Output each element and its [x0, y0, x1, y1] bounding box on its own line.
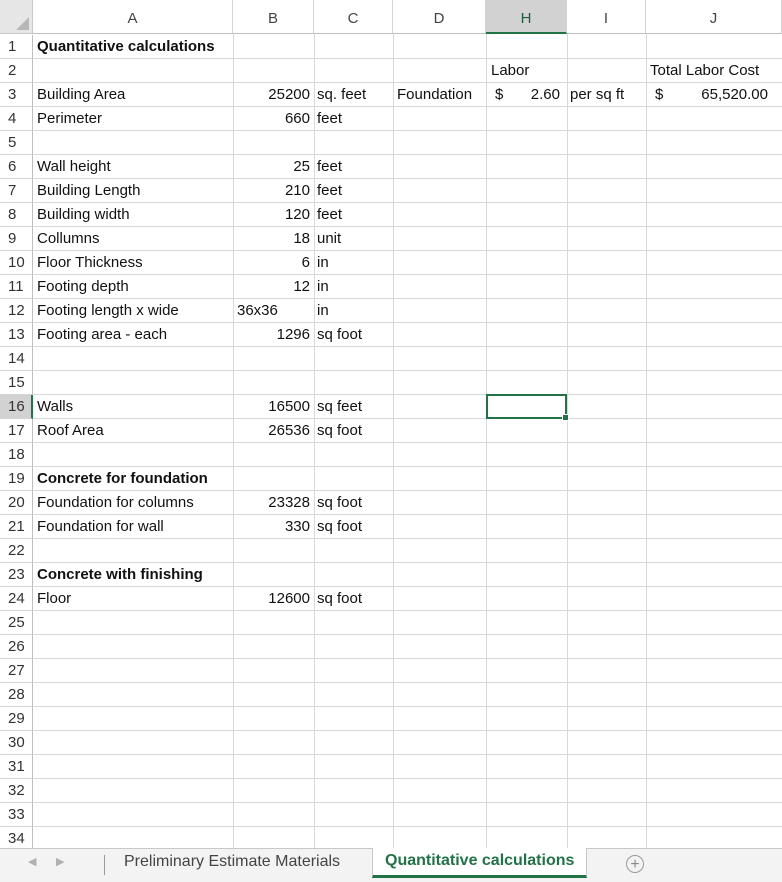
cell-j2[interactable]: Total Labor Cost [650, 62, 760, 79]
column-header-a[interactable]: A [33, 0, 233, 34]
select-all-triangle-icon [16, 17, 29, 30]
row-header-20[interactable]: 20 [0, 491, 33, 515]
column-header-d[interactable]: D [393, 0, 486, 34]
cell-b4[interactable]: 660 [284, 110, 310, 127]
cell-a6[interactable]: Wall height [37, 158, 111, 175]
row-header-6[interactable]: 6 [0, 155, 33, 179]
gridline [33, 802, 782, 803]
cell-a12[interactable]: Footing length x wide [37, 302, 179, 319]
column-header-c[interactable]: C [314, 0, 393, 34]
cell-c3[interactable]: sq. feet [317, 86, 367, 103]
gridline [33, 394, 782, 395]
gridline [33, 418, 782, 419]
gridline [33, 370, 782, 371]
gridline [33, 202, 782, 203]
cell-b7[interactable]: 210 [284, 182, 310, 199]
row-header-1[interactable]: 1 [0, 35, 33, 59]
cell-j3-value[interactable]: 65,520.00 [701, 86, 768, 103]
cell-c10[interactable]: in [317, 254, 329, 271]
row-header-26[interactable]: 26 [0, 635, 33, 659]
cell-a11[interactable]: Footing depth [37, 278, 129, 295]
row-header-25[interactable]: 25 [0, 611, 33, 635]
row-header-15[interactable]: 15 [0, 371, 33, 395]
cell-b10[interactable]: 6 [301, 254, 310, 271]
gridline [33, 154, 782, 155]
cell-b24[interactable]: 12600 [268, 590, 310, 607]
cell-a4[interactable]: Perimeter [37, 110, 103, 127]
sheet-tab-bar [0, 848, 782, 882]
row-header-22[interactable]: 22 [0, 539, 33, 563]
cell-i3[interactable]: per sq ft [570, 86, 625, 103]
row-header-10[interactable]: 10 [0, 251, 33, 275]
gridline [33, 610, 782, 611]
gridline [33, 442, 782, 443]
gridline [33, 178, 782, 179]
cell-b3[interactable]: 25200 [268, 86, 310, 103]
cell-c4[interactable]: feet [317, 110, 343, 127]
cell-b12[interactable]: 36x36 [237, 302, 278, 319]
cell-a23[interactable]: Concrete with finishing [37, 566, 203, 583]
column-header-b[interactable]: B [233, 0, 314, 34]
add-sheet-icon[interactable]: + [626, 855, 644, 873]
cell-c6[interactable]: feet [317, 158, 343, 175]
cell-b21[interactable]: 330 [284, 518, 310, 535]
column-header-j[interactable]: J [646, 0, 782, 34]
row-header-14[interactable]: 14 [0, 347, 33, 371]
gridline [33, 658, 782, 659]
gridline [33, 130, 782, 131]
tab-separator [104, 855, 105, 875]
cell-c20[interactable]: sq foot [317, 494, 363, 511]
row-header-29[interactable]: 29 [0, 707, 33, 731]
cell-d3[interactable]: Foundation [397, 86, 473, 103]
cell-h3-currency[interactable]: $ [495, 86, 504, 103]
gridline [314, 34, 315, 848]
select-all-corner[interactable] [0, 0, 33, 34]
cell-c24[interactable]: sq foot [317, 590, 363, 607]
gridline [646, 34, 647, 848]
cell-a8[interactable]: Building width [37, 206, 130, 223]
gridline [33, 682, 782, 683]
gridline [33, 754, 782, 755]
gridline [33, 778, 782, 779]
cell-a21[interactable]: Foundation for wall [37, 518, 164, 535]
row-header-23[interactable]: 23 [0, 563, 33, 587]
cell-c11[interactable]: in [317, 278, 329, 295]
row-header-5[interactable]: 5 [0, 131, 33, 155]
tab-preliminary-estimate-materials[interactable]: Preliminary Estimate Materials [124, 853, 341, 870]
cell-a3[interactable]: Building Area [37, 86, 126, 103]
scroll-left-icon[interactable]: ◀ [28, 856, 37, 868]
cell-c16[interactable]: sq feet [317, 398, 363, 415]
cell-c21[interactable]: sq foot [317, 518, 363, 535]
cell-b20[interactable]: 23328 [268, 494, 310, 511]
cell-c12[interactable]: in [317, 302, 329, 319]
cell-b17[interactable]: 26536 [268, 422, 310, 439]
row-header-19[interactable]: 19 [0, 467, 33, 491]
row-header-7[interactable]: 7 [0, 179, 33, 203]
gridline [33, 706, 782, 707]
row-header-21[interactable]: 21 [0, 515, 33, 539]
row-header-8[interactable]: 8 [0, 203, 33, 227]
cell-c17[interactable]: sq foot [317, 422, 363, 439]
column-header-h[interactable]: H [486, 0, 567, 34]
scroll-right-icon[interactable]: ▶ [56, 856, 65, 868]
column-header-i[interactable]: I [567, 0, 646, 34]
cell-a13[interactable]: Footing area - each [37, 326, 168, 343]
tab-quantitative-calculations[interactable]: Quantitative calculations [372, 848, 587, 878]
cell-a20[interactable]: Foundation for columns [37, 494, 194, 511]
row-header-2[interactable]: 2 [0, 59, 33, 83]
gridline [33, 274, 782, 275]
gridline [567, 34, 568, 848]
row-header-33[interactable]: 33 [0, 803, 33, 827]
cell-h2[interactable]: Labor [491, 62, 530, 79]
row-header-18[interactable]: 18 [0, 443, 33, 467]
row-header-34[interactable]: 34 [0, 827, 33, 848]
gridline [33, 730, 782, 731]
row-header-31[interactable]: 31 [0, 755, 33, 779]
row-header-32[interactable]: 32 [0, 779, 33, 803]
gridline [486, 34, 487, 848]
cell-a1[interactable]: Quantitative calculations [37, 38, 215, 55]
row-header-13[interactable]: 13 [0, 323, 33, 347]
cell-c7[interactable]: feet [317, 182, 343, 199]
gridline [33, 826, 782, 827]
row-header-11[interactable]: 11 [0, 275, 33, 299]
cell-c13[interactable]: sq foot [317, 326, 363, 343]
cell-a7[interactable]: Building Length [37, 182, 141, 199]
gridline [393, 34, 394, 848]
row-header-4[interactable]: 4 [0, 107, 33, 131]
row-header-9[interactable]: 9 [0, 227, 33, 251]
cell-h3-value[interactable]: 2.60 [530, 86, 560, 103]
cell-a19[interactable]: Concrete for foundation [37, 470, 208, 487]
gridline [233, 34, 234, 848]
row-header-12[interactable]: 12 [0, 299, 33, 323]
fill-handle[interactable] [562, 414, 569, 421]
row-header-24[interactable]: 24 [0, 587, 33, 611]
cell-a17[interactable]: Roof Area [37, 422, 104, 439]
cell-j3-currency[interactable]: $ [655, 86, 664, 103]
cell-b8[interactable]: 120 [284, 206, 310, 223]
row-header-16[interactable]: 16 [0, 395, 33, 419]
cell-b16[interactable]: 16500 [268, 398, 310, 415]
cell-b6[interactable]: 25 [293, 158, 310, 175]
cell-c8[interactable]: feet [317, 206, 343, 223]
gridline [33, 634, 782, 635]
gridline [33, 250, 782, 251]
active-cell-h16[interactable] [486, 394, 567, 419]
cell-a24[interactable]: Floor [37, 590, 72, 607]
cell-c9[interactable]: unit [317, 230, 342, 247]
cell-b13[interactable]: 1296 [276, 326, 310, 343]
gridline [33, 226, 782, 227]
cell-a16[interactable]: Walls [37, 398, 74, 415]
cell-a9[interactable]: Collumns [37, 230, 100, 247]
row-header-17[interactable]: 17 [0, 419, 33, 443]
cell-b9[interactable]: 18 [293, 230, 310, 247]
cell-a10[interactable]: Floor Thickness [37, 254, 143, 271]
row-header-30[interactable]: 30 [0, 731, 33, 755]
row-header-27[interactable]: 27 [0, 659, 33, 683]
row-header-3[interactable]: 3 [0, 83, 33, 107]
row-header-28[interactable]: 28 [0, 683, 33, 707]
cell-b11[interactable]: 12 [293, 278, 310, 295]
